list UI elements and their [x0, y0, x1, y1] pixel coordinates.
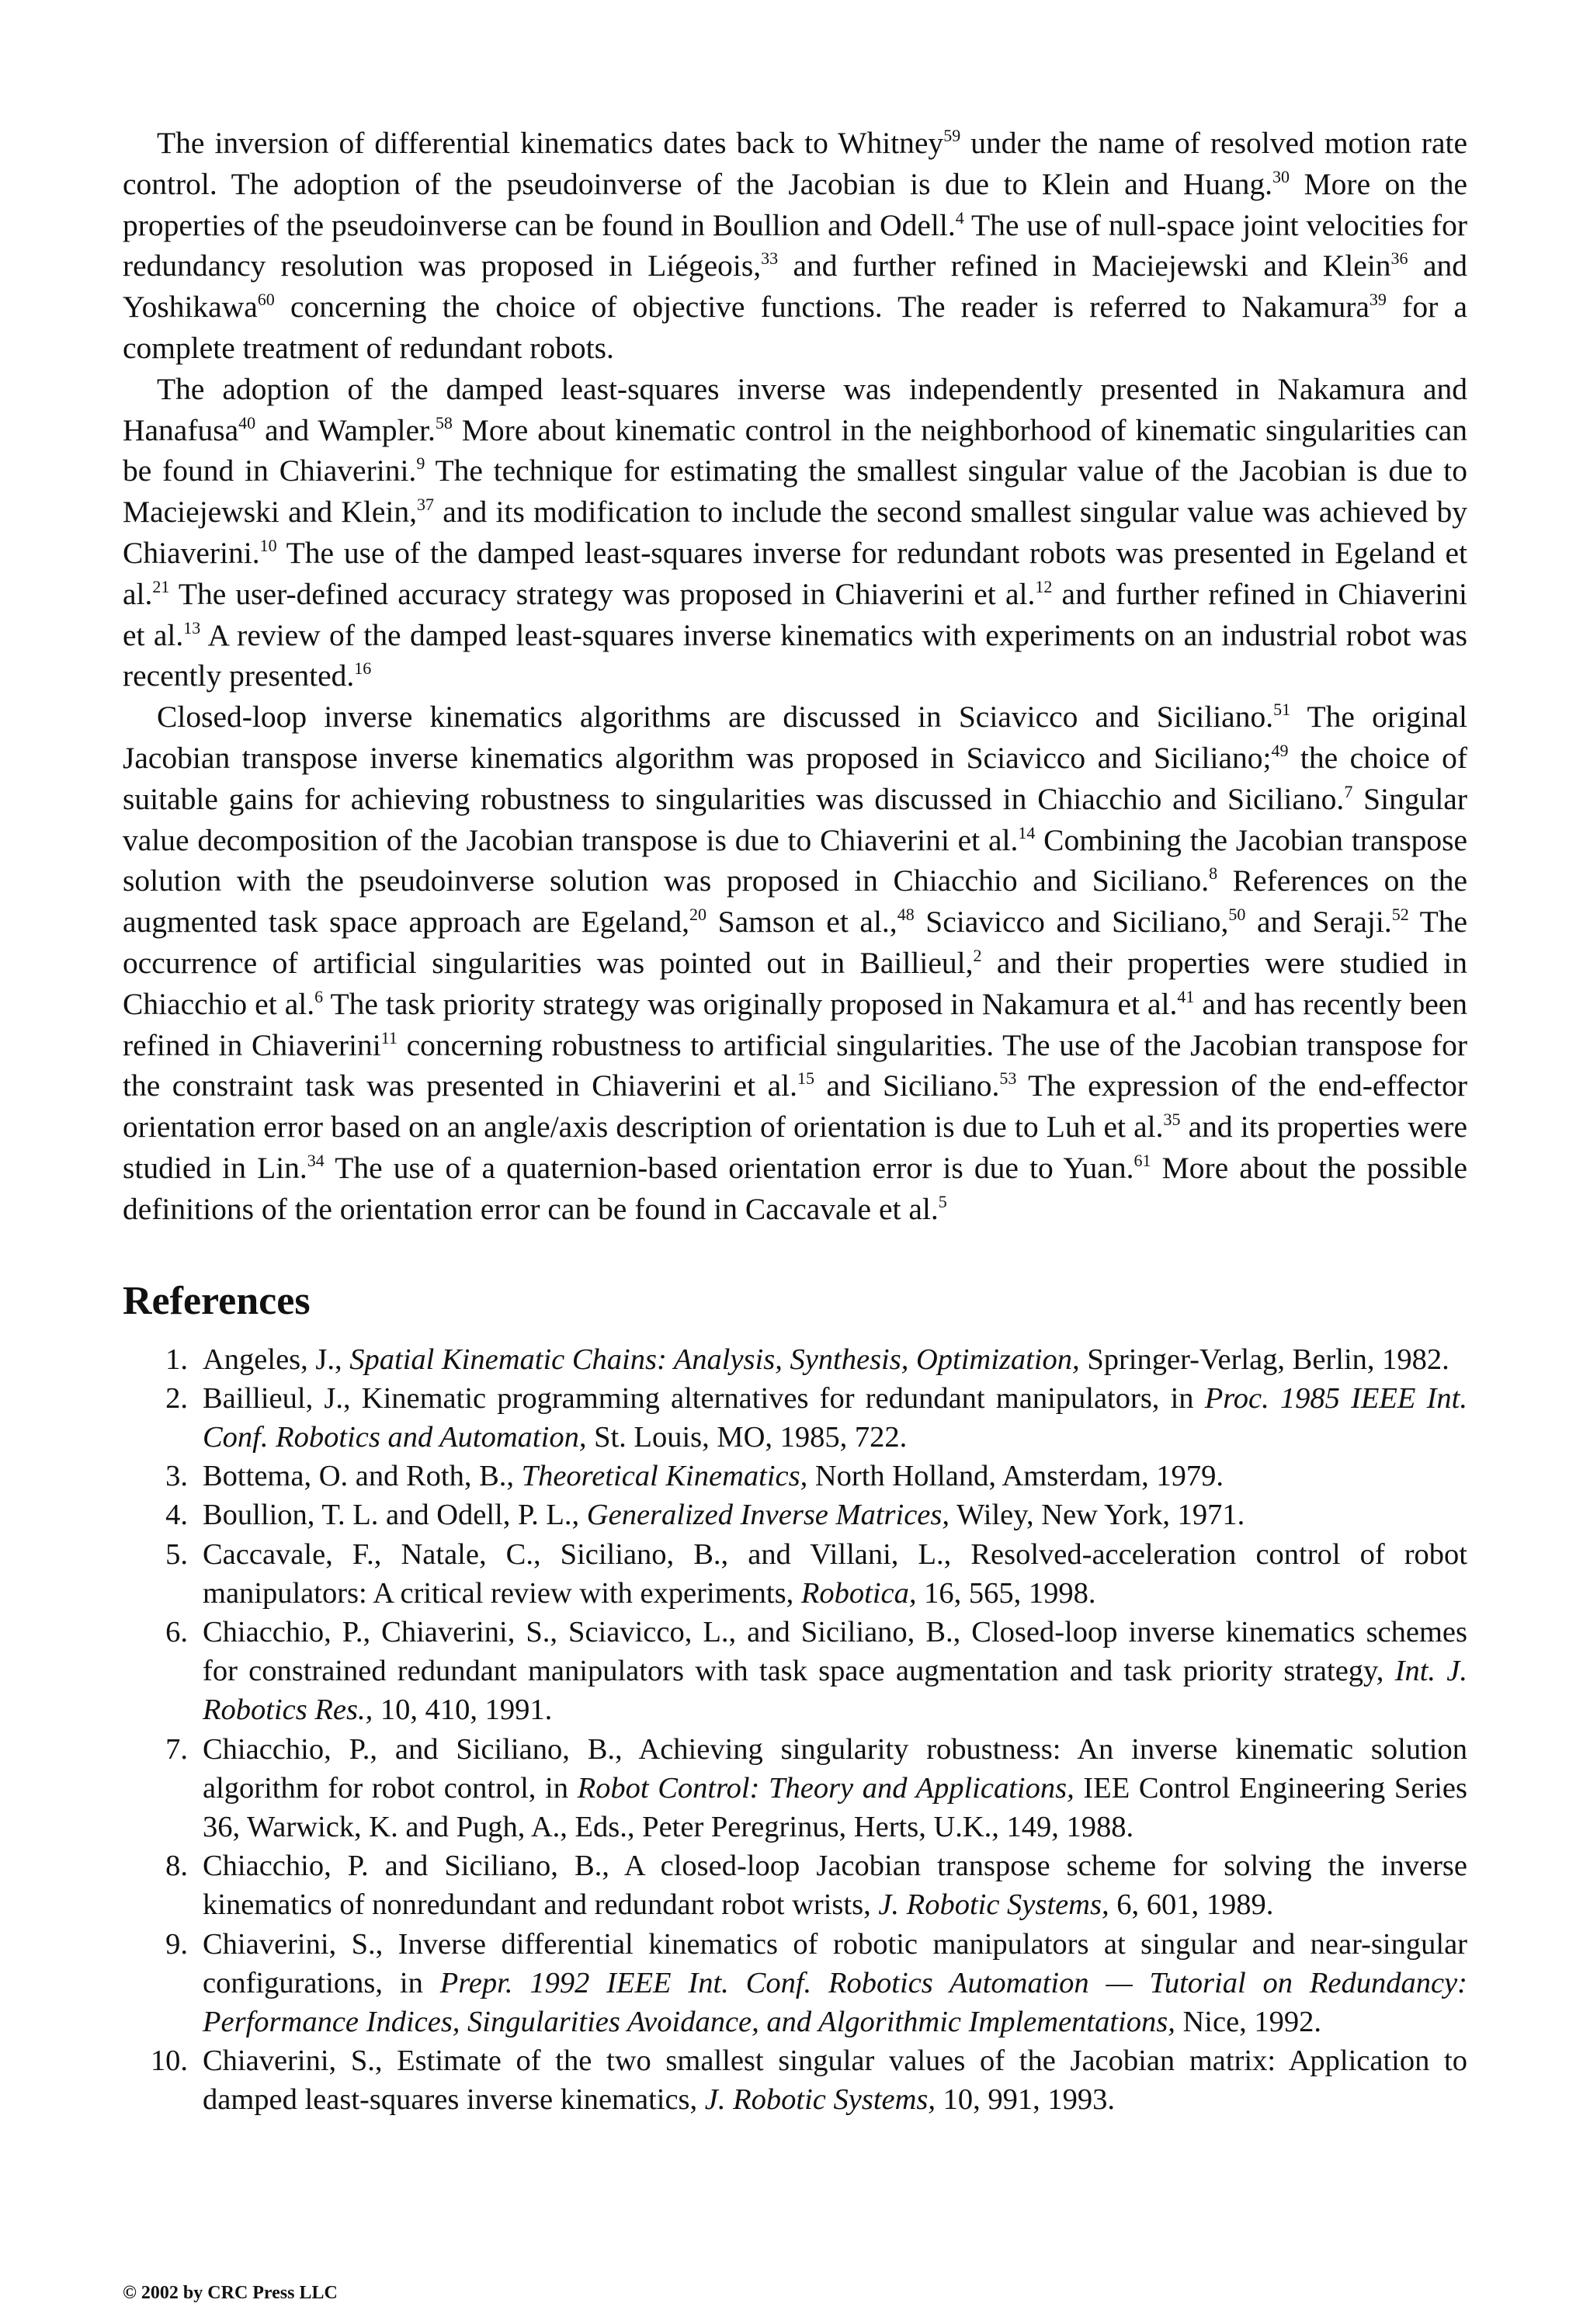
paragraph-text: concerning the choice of objective functions. The reader is referred to Nakamura: [274, 290, 1370, 325]
reference-text: Boullion, T. L. and Odell, P. L.,: [203, 1499, 587, 1532]
citation-superscript: 61: [1133, 1150, 1151, 1170]
paragraph-text: More about kinematic control in the neighborhood of kinematic singularities can be found in Chiaverini.: [123, 412, 1467, 488]
paragraph-text: for a complete treatment of redundant robots.: [123, 290, 1467, 365]
reference-text: Chiaverini, S., Estimate of the two smallest singular values of the Jacobian matrix: Application to damped least-squares inverse kinematics,: [203, 2044, 1467, 2117]
citation-superscript: 60: [257, 290, 275, 310]
reference-text: 6, 601, 1989.: [1109, 1888, 1274, 1922]
reference-title-italic: Robot Control: Theory and Applications,: [577, 1771, 1074, 1805]
citation-superscript: 2: [973, 945, 982, 965]
citation-superscript: 39: [1369, 290, 1387, 310]
citation-superscript: 11: [380, 1027, 398, 1047]
reference-title-italic: Proc. 1985 IEEE Int. Conf. Robotics and Automation,: [203, 1381, 1467, 1454]
paragraph-text: and its modification to include the second smallest singular value was achieved by Chiaverini.: [123, 495, 1467, 570]
citation-superscript: 6: [314, 986, 324, 1006]
copyright-footer: © 2002 by CRC Press LLC: [123, 2283, 338, 2303]
reference-text: 10, 991, 1993.: [936, 2083, 1116, 2117]
paragraph-text: and its properties were studied in Lin.: [123, 1110, 1467, 1185]
paragraph-text: and Seraji.: [1245, 905, 1392, 940]
paragraph-text: Closed-loop inverse kinematics algorithms are discussed in Sciavicco and Siciliano.: [157, 700, 1274, 735]
citation-superscript: 52: [1391, 905, 1409, 925]
paragraph-text: The inversion of differential kinematics dates back to Whitney: [157, 126, 944, 160]
citation-superscript: 36: [1390, 248, 1408, 269]
citation-superscript: 13: [183, 617, 201, 637]
reference-text: 16, 565, 1998.: [916, 1576, 1096, 1610]
paragraph-text: The expression of the end-effector orientation error based on an angle/axis description of orientation is due to Luh et al.: [123, 1068, 1467, 1145]
reference-text: Chiaverini, S., Inverse differential kinematics of robotic manipulators at singular and near-singular configurations, in: [203, 1927, 1467, 1999]
paragraph-text: concerning robustness to artificial singularities. The use of the Jacobian transpose for the constraint task was presented in Chiaverini et al.: [123, 1027, 1467, 1103]
paragraph-text: the choice of suitable gains for achieving robustness to singularities was discussed in Chiacchio and Siciliano.: [123, 740, 1467, 816]
reference-text: Bottema, O. and Roth, B.,: [203, 1460, 522, 1493]
paragraph-text: The technique for estimating the smallest singular value of the Jacobian is due to Maciejewski and Klein,: [123, 453, 1467, 530]
reference-title-italic: J. Robotic Systems,: [878, 1888, 1109, 1922]
citation-superscript: 37: [417, 495, 434, 515]
reference-number: 2.: [165, 1381, 188, 1415]
paragraph-text: A review of the damped least-squares inverse kinematics with experiments on an industrial robot was recently presented.: [123, 617, 1467, 693]
reference-number: 3.: [165, 1460, 188, 1493]
paragraph-text: and has recently been refined in Chiaverini: [123, 986, 1468, 1062]
body-paragraph: [123, 123, 1467, 369]
citation-superscript: 5: [938, 1191, 947, 1211]
reference-text: Chiacchio, P., and Siciliano, B., Achieving singularity robustness: An inverse kinematic solution algorithm for robot control, in: [203, 1732, 1467, 1805]
citation-superscript: 53: [999, 1068, 1017, 1089]
reference-title-italic: Spatial Kinematic Chains: Analysis, Synthesis, Optimization,: [349, 1343, 1080, 1376]
reference-number: 4.: [165, 1499, 188, 1532]
citation-superscript: 8: [1209, 863, 1218, 884]
reference-number: 10.: [150, 2044, 188, 2078]
reference-title-italic: Prepr. 1992 IEEE Int. Conf. Robotics Automation — Tutorial on Redundancy: Performance Indices, Singularities Avoidance, and Algorithmic Implementations,: [203, 1966, 1467, 2038]
reference-text: IEE Control Engineering Series 36, Warwick, K. and Pugh, A., Eds., Peter Peregrinus, Herts, U.K., 149, 1988.: [203, 1771, 1467, 1843]
reference-text: Wiley, New York, 1971.: [949, 1499, 1245, 1532]
reference-item: [123, 1535, 1467, 1613]
paragraph-text: and Wampler.: [255, 412, 436, 447]
paragraph-text: and further refined in Maciejewski and Klein: [778, 248, 1391, 283]
citation-superscript: 49: [1271, 740, 1289, 760]
citation-superscript: 41: [1177, 986, 1195, 1006]
paragraph-text: The task priority strategy was originally proposed in Nakamura et al.: [323, 986, 1178, 1021]
citation-superscript: 48: [897, 905, 915, 925]
citation-superscript: 35: [1163, 1110, 1181, 1130]
citation-superscript: 58: [435, 412, 453, 432]
citation-superscript: 30: [1272, 166, 1290, 186]
citation-superscript: 59: [943, 126, 961, 145]
citation-superscript: 33: [761, 248, 779, 269]
reference-text: North Holland, Amsterdam, 1979.: [807, 1460, 1224, 1493]
citation-superscript: 9: [416, 453, 425, 474]
body-paragraph: [123, 369, 1467, 697]
paragraph-text: and further refined in Chiaverini et al.: [123, 576, 1467, 652]
body-paragraph: [123, 697, 1467, 1229]
body-text: [123, 123, 1467, 1230]
reference-number: 8.: [165, 1850, 188, 1883]
reference-item: [123, 1613, 1467, 1730]
paragraph-text: and Siciliano.: [814, 1068, 1000, 1103]
reference-title-italic: J. Robotic Systems,: [704, 2083, 936, 2117]
reference-title-italic: Int. J. Robotics Res.,: [203, 1655, 1467, 1727]
citation-superscript: 40: [238, 412, 256, 432]
reference-text: Chiacchio, P. and Siciliano, B., A closed-loop Jacobian transpose scheme for solving the inverse kinematics of nonredundant and redundant robot wrists,: [203, 1850, 1467, 1922]
reference-text: Nice, 1992.: [1175, 2005, 1322, 2038]
reference-text: Chiacchio, P., Chiaverini, S., Sciavicco, L., and Siciliano, B., Closed-loop inverse kinematics schemes for constrained redundant manipulators with task space augmentation and task priority strategy,: [203, 1615, 1467, 1688]
reference-item: [123, 1379, 1467, 1457]
reference-title-italic: Robotica,: [800, 1576, 917, 1610]
paragraph-text: The occurrence of artificial singularities was pointed out in Baillieul,: [123, 905, 1468, 980]
reference-item: [123, 1457, 1467, 1495]
paragraph-text: The use of the damped least-squares inverse for redundant robots was presented in Egeland et al.: [123, 535, 1467, 611]
reference-text: Springer-Verlag, Berlin, 1982.: [1079, 1343, 1449, 1376]
reference-item: [123, 1495, 1467, 1534]
paragraph-text: References on the augmented task space approach are Egeland,: [123, 863, 1467, 940]
paragraph-text: under the name of resolved motion rate control. The adoption of the pseudoinverse of the Jacobian is due to Klein and Huang.: [123, 126, 1467, 201]
citation-superscript: 34: [307, 1150, 325, 1170]
paragraph-text: Singular value decomposition of the Jacobian transpose is due to Chiaverini et al.: [123, 781, 1467, 857]
paragraph-text: Samson et al.,: [706, 905, 897, 940]
reference-item: [123, 1730, 1467, 1847]
citation-superscript: 16: [354, 658, 372, 679]
reference-text: Baillieul, J., Kinematic programming alternatives for redundant manipulators, in: [203, 1381, 1205, 1415]
reference-number: 9.: [165, 1927, 188, 1961]
citation-superscript: 51: [1273, 700, 1291, 720]
references-list: [123, 1340, 1467, 2120]
reference-text: St. Louis, MO, 1985, 722.: [586, 1420, 908, 1454]
paragraph-text: The original Jacobian transpose inverse kinematics algorithm was proposed in Sciavicco and Siciliano;: [123, 700, 1467, 775]
citation-superscript: 14: [1018, 822, 1036, 842]
paragraph-text: The use of null-space joint velocities for redundancy resolution was proposed in Liégeois,: [123, 207, 1468, 283]
paragraph-text: and their properties were studied in Chiacchio et al.: [123, 945, 1467, 1021]
paragraph-text: More about the possible definitions of the orientation error can be found in Caccavale et al.: [123, 1150, 1467, 1226]
reference-text: Caccavale, F., Natale, C., Siciliano, B., and Villani, L., Resolved-acceleration control of robot manipulators: A critical review with experiments,: [203, 1537, 1467, 1610]
reference-item: [123, 1925, 1467, 2042]
reference-item: [123, 2041, 1467, 2119]
reference-text: Angeles, J.,: [203, 1343, 350, 1376]
citation-superscript: 15: [797, 1068, 814, 1089]
paragraph-text: The adoption of the damped least-squares inverse was independently presented in Nakamura and Hanafusa: [123, 371, 1467, 447]
reference-number: 1.: [165, 1343, 188, 1376]
paragraph-text: The user-defined accuracy strategy was proposed in Chiaverini et al.: [169, 576, 1036, 611]
reference-title-italic: Theoretical Kinematics,: [521, 1460, 808, 1493]
paragraph-text: The use of a quaternion-based orientation error is due to Yuan.: [324, 1150, 1134, 1185]
citation-superscript: 4: [955, 207, 964, 228]
reference-title-italic: Generalized Inverse Matrices,: [586, 1499, 950, 1532]
reference-item: [123, 1846, 1467, 1924]
citation-superscript: 21: [152, 576, 170, 596]
citation-superscript: 20: [689, 905, 706, 925]
reference-text: 10, 410, 1991.: [373, 1693, 553, 1727]
reference-number: 7.: [165, 1732, 188, 1766]
reference-number: 6.: [165, 1615, 188, 1648]
citation-superscript: 12: [1035, 576, 1053, 596]
paragraph-text: Combining the Jacobian transpose solution with the pseudoinverse solution was proposed in Chiacchio and Siciliano.: [123, 822, 1468, 898]
references-heading: References: [123, 1278, 311, 1323]
citation-superscript: 50: [1228, 905, 1246, 925]
citation-superscript: 10: [259, 535, 277, 555]
reference-number: 5.: [165, 1537, 188, 1571]
reference-item: [123, 1340, 1467, 1379]
paragraph-text: and Yoshikawa: [123, 248, 1467, 325]
paragraph-text: More on the properties of the pseudoinverse can be found in Boullion and Odell.: [123, 166, 1467, 242]
citation-superscript: 7: [1344, 781, 1353, 801]
paragraph-text: Sciavicco and Siciliano,: [914, 905, 1229, 940]
page-content: [123, 123, 1467, 2120]
